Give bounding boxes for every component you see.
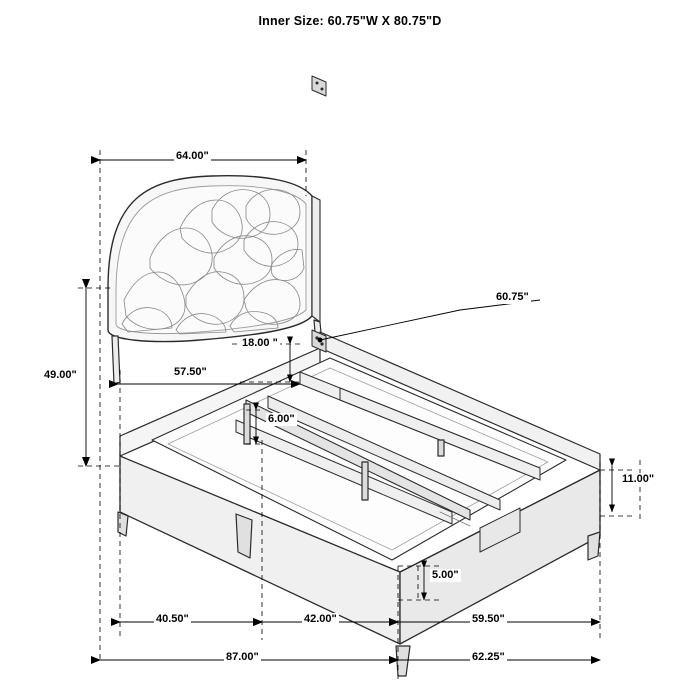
dim-bottom-right: 62.25" — [472, 651, 505, 663]
dim-bottom-left: 87.00" — [226, 651, 259, 663]
dim-width-top: 64.00" — [176, 150, 209, 162]
page-title: Inner Size: 60.75"W X 80.75"D — [258, 14, 442, 28]
dim-callout-depth: 60.75" — [496, 291, 529, 303]
dim-headboard-inner-width: 57.50" — [174, 366, 207, 378]
dim-slat-clearance: 6.00" — [268, 413, 295, 425]
dim-leg-height: 5.00" — [432, 569, 459, 581]
dim-side-rail-height: 11.00" — [622, 473, 655, 485]
dim-foot-left: 40.50" — [156, 613, 189, 625]
dim-foot-mid: 42.00" — [304, 613, 337, 625]
dim-headboard-to-rail: 18.00 " — [242, 337, 278, 349]
dim-foot-right: 59.50" — [472, 613, 505, 625]
dim-height-total: 49.00" — [44, 369, 77, 381]
